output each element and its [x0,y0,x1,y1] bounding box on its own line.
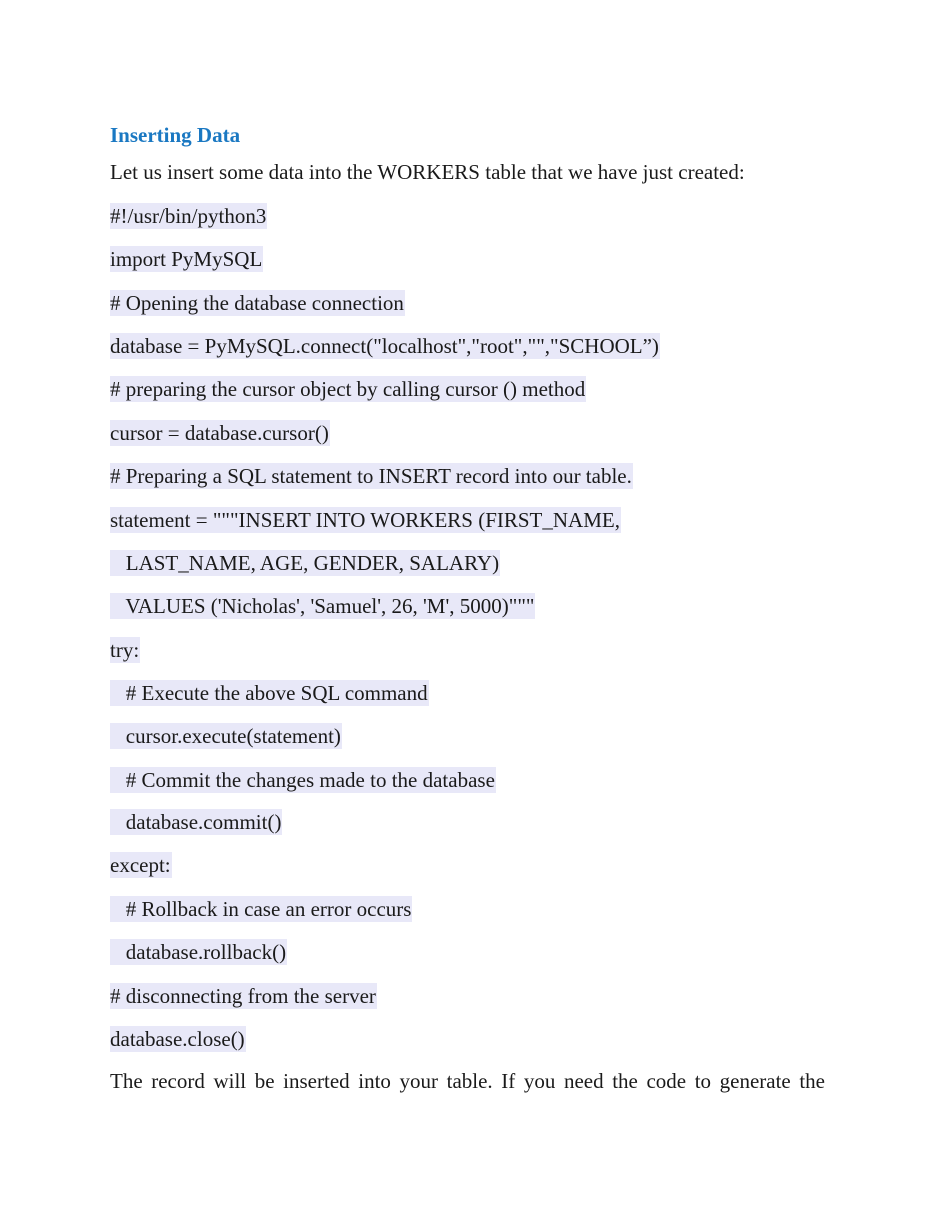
code-line: statement = """INSERT INTO WORKERS (FIRST_NAME, [110,508,620,532]
code-line: # Preparing a SQL statement to INSERT record into our table. [110,464,632,488]
code-line: VALUES ('Nicholas', 'Samuel', 26, 'M', 5000)""" [110,594,535,618]
code-line: database.rollback() [110,940,287,964]
code-line: cursor.execute(statement) [110,724,341,748]
code-line: LAST_NAME, AGE, GENDER, SALARY) [110,551,500,575]
code-line: except: [110,853,171,877]
code-line: cursor = database.cursor() [110,421,329,445]
code-line: database = PyMySQL.connect("localhost","root","","SCHOOL”) [110,334,659,358]
closing-paragraph: The record will be inserted into your table. If you need the code to generate the [110,1069,825,1093]
code-line: try: [110,638,140,662]
code-line: database.commit() [110,810,282,834]
code-line: database.close() [110,1027,245,1051]
intro-paragraph: Let us insert some data into the WORKERS table that we have just created: [110,160,745,184]
code-line: import PyMySQL [110,247,263,271]
code-line: # Execute the above SQL command [110,681,428,705]
code-line: # preparing the cursor object by calling cursor () method [110,377,586,401]
section-heading: Inserting Data [110,123,241,147]
code-line: # Opening the database connection [110,291,404,315]
code-line: # disconnecting from the server [110,984,376,1008]
code-line: # Commit the changes made to the database [110,768,495,792]
code-line: # Rollback in case an error occurs [110,897,412,921]
code-line: #!/usr/bin/python3 [110,204,267,228]
